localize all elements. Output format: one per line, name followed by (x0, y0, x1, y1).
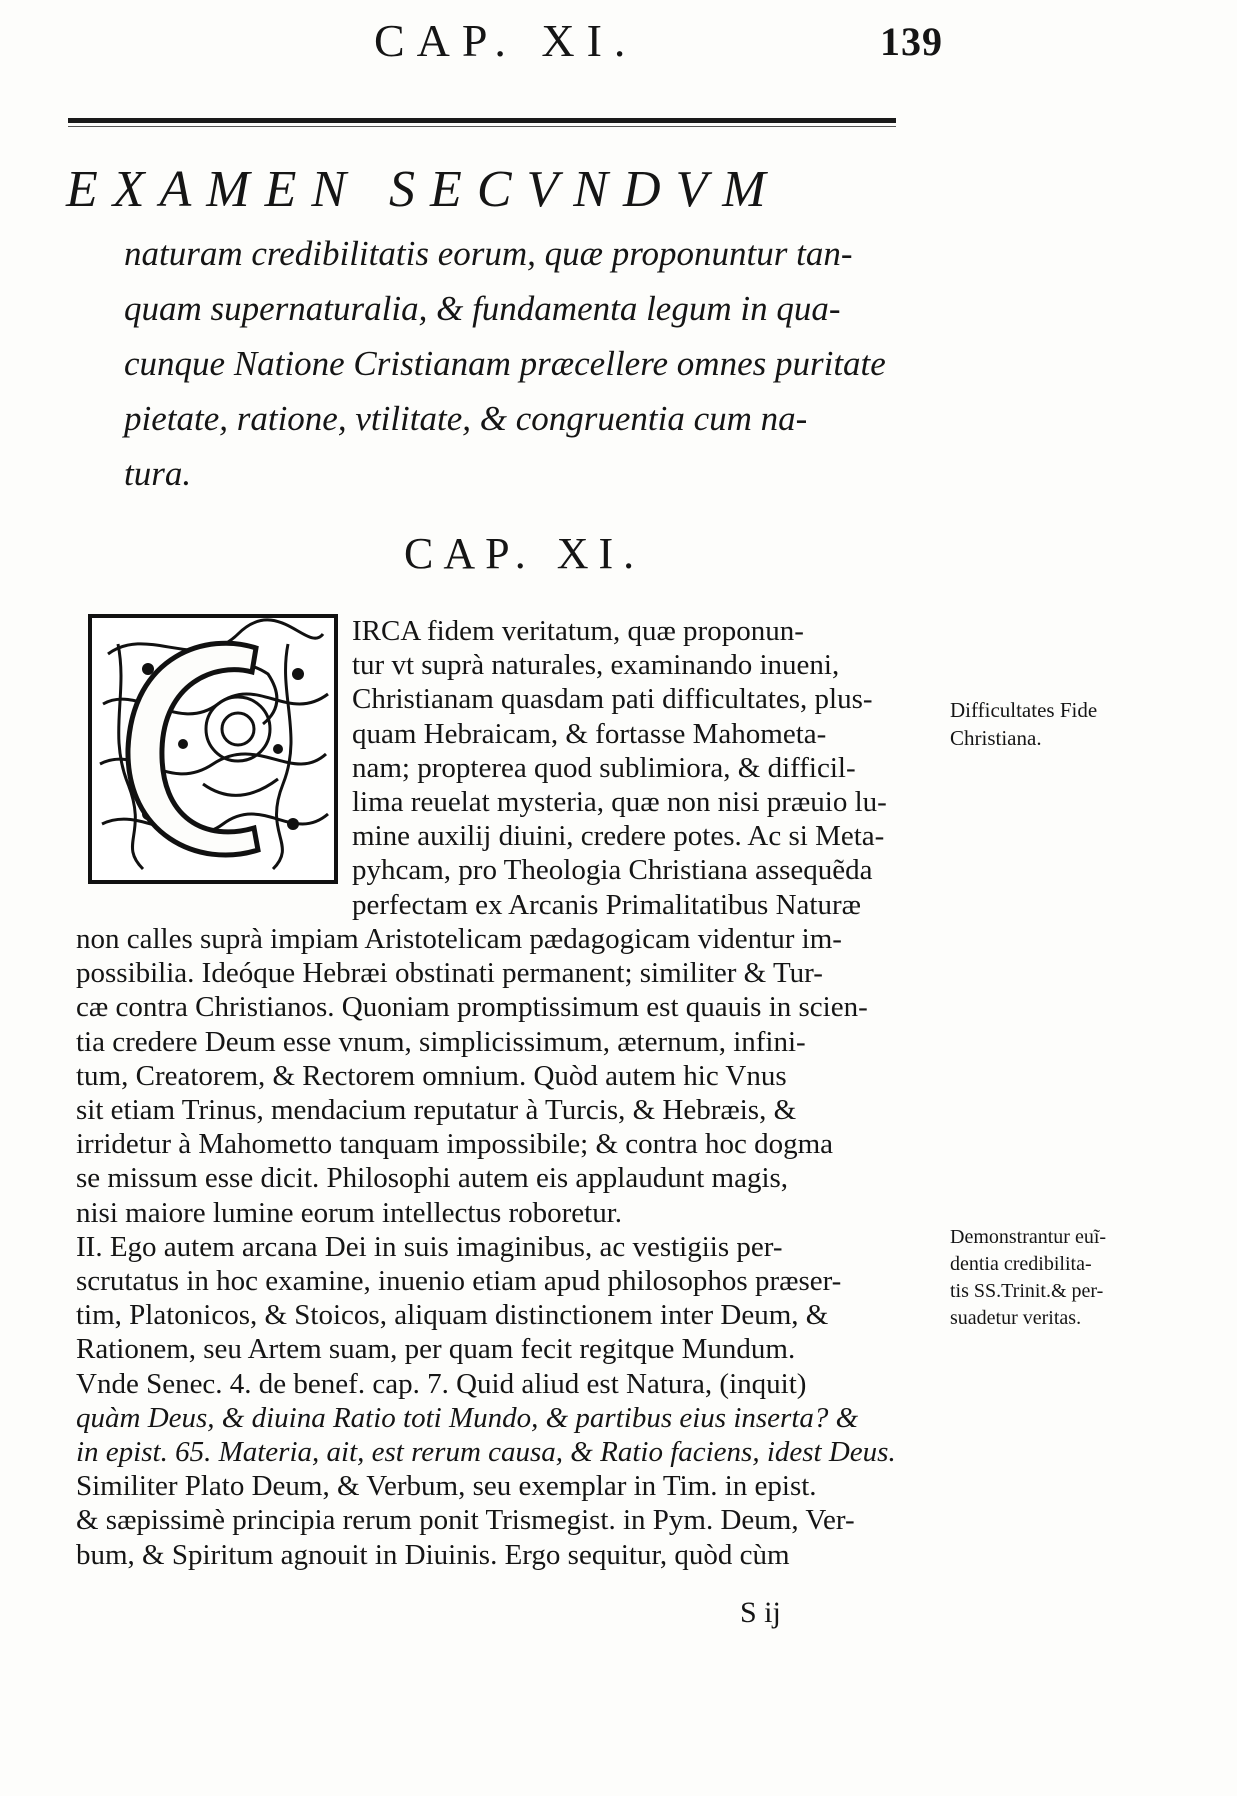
text-line-italic: quàm Deus, & diuina Ratio toti Mundo, & partibus eius inserta? & (76, 1401, 859, 1434)
text-line: tim, Platonicos, & Stoicos, aliquam distinctionem inter Deum, & (76, 1299, 829, 1332)
text-line: nisi maiore lumine eorum intellectus roboretur. (76, 1196, 623, 1229)
running-title: CAP. XI. (374, 15, 638, 66)
text-line: irridetur à Mahometto tanquam impossibile; & contra hoc dogma (76, 1128, 834, 1161)
text-line-italic: in epist. 65. Materia, ait, est rerum causa, & Ratio faciens, idest Deus. (76, 1436, 896, 1469)
decorated-initial-c-icon (88, 614, 338, 884)
text-line: & sæpissimè principia rerum ponit Trismegist. in Pym. Deum, Ver- (76, 1504, 855, 1537)
text-line: quam Hebraicam, & fortasse Mahometa- (352, 717, 827, 750)
margin-note-line: Christiana. (950, 726, 1042, 750)
header-rule-thin (68, 126, 896, 127)
examen-line: quam supernaturalia, & fundamenta legum in qua- (124, 289, 841, 328)
text-line: perfectam ex Arcanis Primalitatibus Naturæ (352, 888, 861, 921)
text-line: IRCA fidem veritatum, quæ proponun- (352, 615, 804, 647)
margin-note-line: suadetur veritas. (950, 1307, 1082, 1329)
text-line: non calles suprà impiam Aristotelicam pædagogicam videntur im- (76, 923, 842, 955)
text-line: possibilia. Ideóque Hebræi obstinati permanent; similiter & Tur- (76, 957, 823, 990)
chapter-title: CAP. XI. (404, 529, 645, 578)
examen-line: cunque Natione Cristianam præcellere omnes puritate (124, 344, 886, 383)
text-line: II. Ego autem arcana Dei in suis imaginibus, ac vestigiis per- (76, 1230, 783, 1263)
text-line: Christianam quasdam pati difficultates, plus- (352, 683, 873, 716)
margin-note-line: Difficultates Fide (950, 698, 1098, 722)
page-number: 139 (880, 19, 943, 64)
examen-heading: EXAMEN SECVNDVM (66, 161, 781, 218)
text-line: bum, & Spiritum agnouit in Diuinis. Ergo sequitur, quòd cùm (76, 1538, 790, 1571)
text-line: Similiter Plato Deum, & Verbum, seu exemplar in Tim. in epist. (76, 1470, 817, 1503)
examen-line: tura. (124, 454, 192, 493)
margin-note-demonstrantur (950, 1224, 1106, 1332)
signature-mark: S ij (740, 1596, 781, 1629)
examen-subtitle (124, 226, 944, 501)
text-line: scrutatus in hoc examine, inuenio etiam apud philosophos præser- (76, 1265, 842, 1298)
text-line: se missum esse dicit. Philosophi autem eis applaudunt magis, (76, 1162, 789, 1195)
margin-note-line: tis SS.Trinit.& per- (950, 1280, 1104, 1302)
text-line: Vnde Senec. 4. de benef. cap. 7. Quid aliud est Natura, (inquit) (76, 1367, 807, 1400)
header-rule (68, 118, 896, 123)
text-line: pyhcam, pro Theologia Christiana assequẽda (352, 854, 873, 887)
text-line: lima reuelat mysteria, quæ non nisi præuio lu- (352, 786, 887, 819)
margin-note-difficultates (950, 696, 1097, 752)
text-line: Rationem, seu Artem suam, per quam fecit regitque Mundum. (76, 1333, 796, 1366)
text-line: tur vt suprà naturales, examinando inueni, (352, 649, 840, 682)
body-text (76, 922, 896, 1572)
text-line: cæ contra Christianos. Quoniam promptissimum est quauis in scien- (76, 991, 868, 1024)
text-line: sit etiam Trinus, mendacium reputatur à Turcis, & Hebræis, & (76, 1094, 797, 1127)
text-line: tia credere Deum esse vnum, simplicissimum, æternum, infini- (76, 1025, 806, 1058)
examen-line: naturam credibilitatis eorum, quæ proponuntur tan- (124, 234, 853, 273)
margin-note-line: dentia credibilita- (950, 1253, 1092, 1275)
text-line: nam; propterea quod sublimiora, & difficil- (352, 751, 856, 784)
text-line: mine auxilij diuini, credere potes. Ac si Meta- (352, 820, 885, 853)
text-line: tum, Creatorem, & Rectorem omnium. Quòd autem hic Vnus (76, 1059, 787, 1092)
margin-note-line: Demonstrantur euĩ- (950, 1226, 1107, 1248)
first-paragraph-indented (352, 614, 887, 922)
examen-line: pietate, ratione, vtilitate, & congruentia cum na- (124, 399, 808, 438)
